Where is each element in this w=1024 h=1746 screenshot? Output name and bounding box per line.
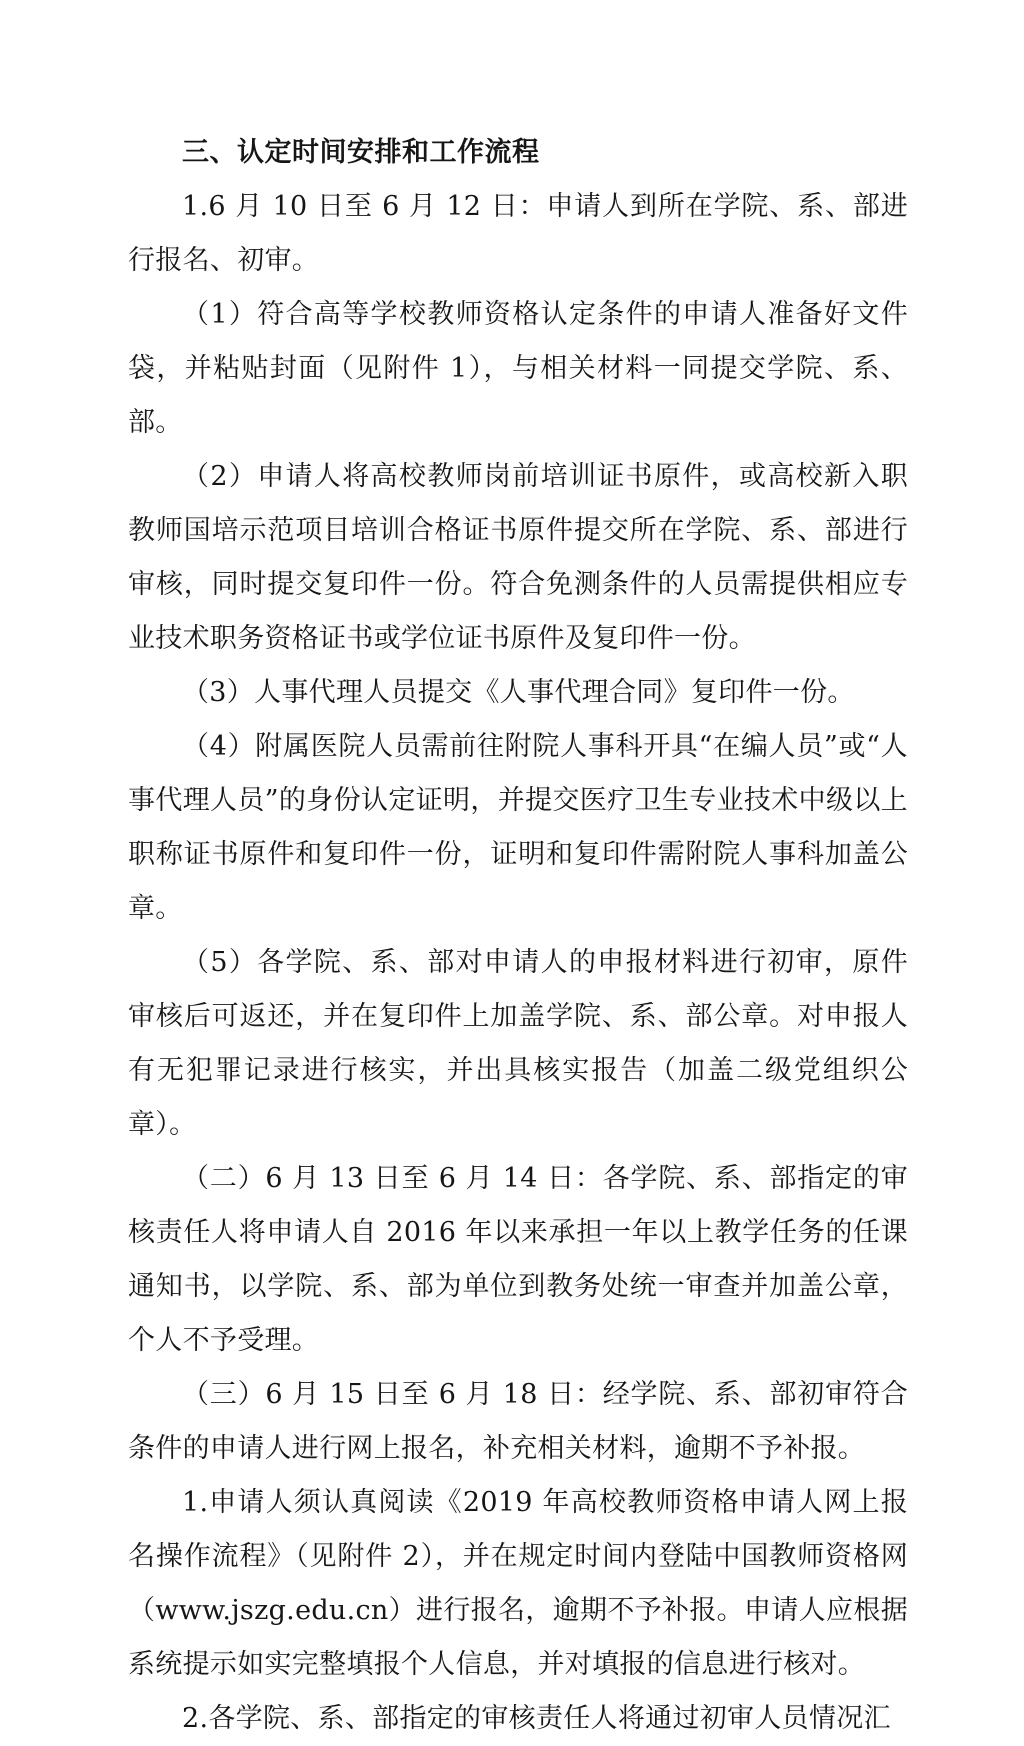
paragraph-online-1: 1.申请人须认真阅读《2019 年高校教师资格申请人网上报名操作流程》（见附件 2），并在规定时间内登陆中国教师资格网（www.jszg.edu.cn）进行报名，逾期不予补报。申请人应根据系统提示如实完整填报个人信息，并对填报的信息进行核对。 <box>128 1487 908 1680</box>
section-heading: 三、认定时间安排和工作流程 <box>182 137 540 168</box>
paragraph-item-1: （1）符合高等学校教师资格认定条件的申请人准备好文件袋，并粘贴封面（见附件 1），与相关材料一同提交学院、系、部。 <box>128 299 908 438</box>
paragraph-item-5: （5）各学院、系、部对申请人的申报材料进行初审，原件审核后可返还，并在复印件上加盖学院、系、部公章。对申报人有无犯罪记录进行核实，并出具核实报告（加盖二级党组织公章）。 <box>128 947 908 1140</box>
paragraph-item-4: （4）附属医院人员需前往附院人事科开具“在编人员”或“人事代理人员”的身份认定证明，并提交医疗卫生专业技术中级以上职称证书原件和复印件一份，证明和复印件需附院人事科加盖公章。 <box>128 731 908 924</box>
paragraph-item-2: （2）申请人将高校教师岗前培训证书原件，或高校新入职教师国培示范项目培训合格证书原件提交所在学院、系、部进行审核，同时提交复印件一份。符合免测条件的人员需提供相应专业技术职务资格证书或学位证书原件及复印件一份。 <box>128 461 908 654</box>
paragraph-stage-3: （三）6 月 15 日至 6 月 18 日：经学院、系、部初审符合条件的申请人进行网上报名，补充相关材料，逾期不予补报。 <box>128 1379 908 1464</box>
paragraph-online-2: 2.各学院、系、部指定的审核责任人将通过初审人员情况汇 <box>182 1703 891 1734</box>
paragraph-item-3: （3）人事代理人员提交《人事代理合同》复印件一份。 <box>182 677 855 708</box>
document-body <box>128 126 908 1746</box>
paragraph-stage-2: （二）6 月 13 日至 6 月 14 日：各学院、系、部指定的审核责任人将申请人自 2016 年以来承担一年以上教学任务的任课通知书，以学院、系、部为单位到教务处统一审查并加盖公章，个人不予受理。 <box>128 1163 908 1356</box>
paragraph-step-1: 1.6 月 10 日至 6 月 12 日：申请人到所在学院、系、部进行报名、初审。 <box>128 191 908 276</box>
